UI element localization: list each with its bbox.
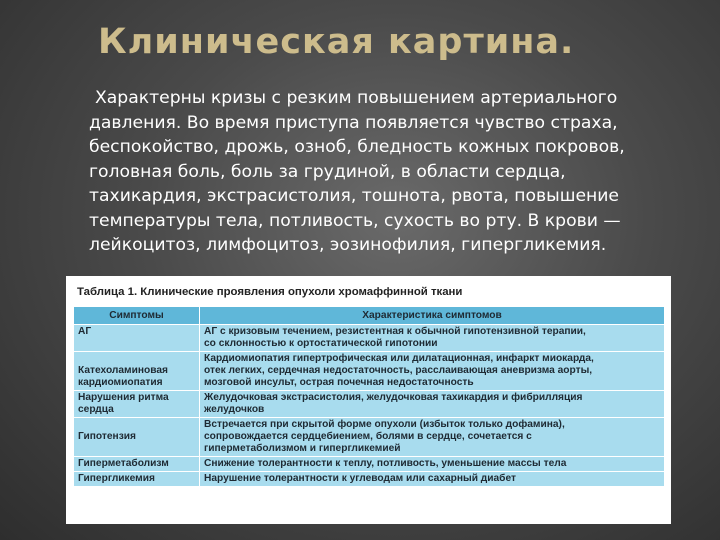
symptom-cell: Гипергликемия [74,472,200,487]
description-cell: Желудочковая экстрасистолия, желудочковая тахикардия и фибрилляция желудочков [200,391,665,418]
symptoms-table [73,306,665,487]
description-cell: АГ с кризовым течением, резистентная к обычной гипотензивной терапии, со склонностью к ортостатической гипотонии [200,325,665,352]
table-row [74,457,665,472]
description-cell: Встречается при скрытой форме опухоли (избыток только дофамина), сопровождается сердцебиением, болями в сердце, сочетается с гиперметаболизмом и гипергликемией [200,418,665,457]
column-header-symptoms: Симптомы [74,307,200,325]
description-cell: Снижение толерантности к теплу, потливость, уменьшение массы тела [200,457,665,472]
table-row [74,352,665,391]
slide-title: Клиническая картина. [98,22,575,62]
symptom-cell: Гипотензия [74,418,200,457]
table-row [74,472,665,487]
table-row [74,418,665,457]
symptoms-table-figure [66,276,671,524]
table-row [74,325,665,352]
symptom-cell: АГ [74,325,200,352]
symptom-cell: Катехоламиновая кардиомиопатия [74,352,200,391]
column-header-description: Характеристика симптомов [200,307,665,325]
description-cell: Нарушение толерантности к углеводам или сахарный диабет [200,472,665,487]
symptom-cell: Нарушения ритма сердца [74,391,200,418]
description-cell: Кардиомиопатия гипертрофическая или дилатационная, инфаркт миокарда, отек легких, сердечная недостаточность, расслаивающая аневризма аорты, мозговой инсульт, острая почечная недостаточность [200,352,665,391]
symptom-cell: Гиперметаболизм [74,457,200,472]
table-row [74,391,665,418]
slide-body-text: Характерны кризы с резким повышением артериального давления. Во время приступа появляется чувство страха, беспокойство, дрожь, озноб, бледность кожных покровов, головная боль, боль за грудиной, в области сердца, тахикардия, экстрасистолия, тошнота, рвота, повышение температуры тела, потливость, сухость во рту. В крови — лейкоцитоз, лимфоцитоз, эозинофилия, гипергликемия. [89,88,625,255]
table-header-row [74,307,665,325]
table-caption: Таблица 1. Клинические проявления опухоли хромаффинной ткани [77,286,463,298]
